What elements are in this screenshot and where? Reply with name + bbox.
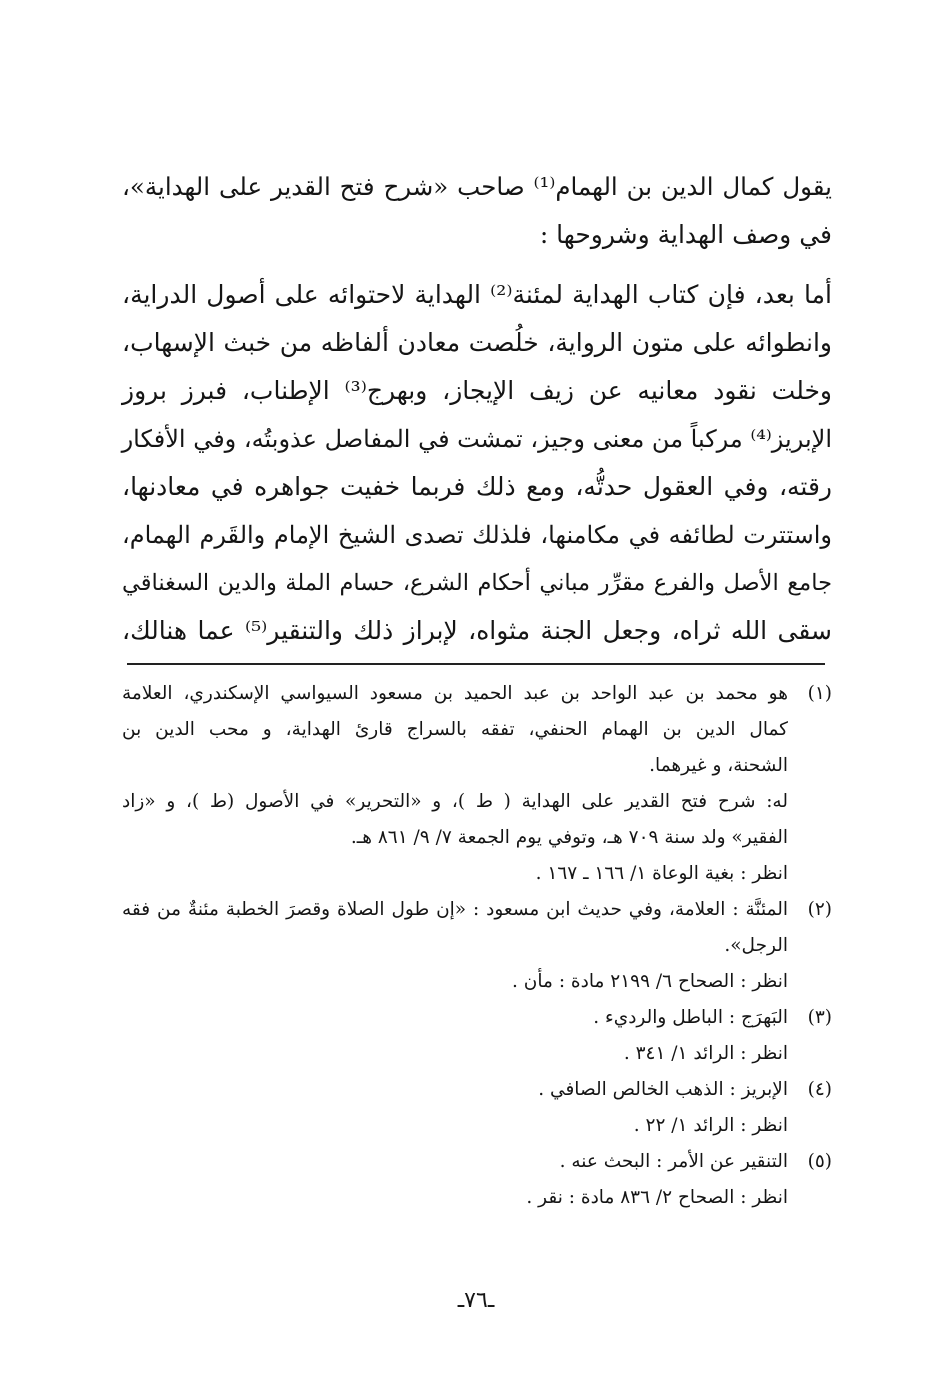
text-line: في وصف الهداية وشروحها :: [539, 220, 832, 249]
footnote-line: الرجل».: [724, 935, 788, 956]
footnote-4: [122, 1072, 832, 1144]
main-text: [122, 163, 832, 655]
text-line: أما بعد، فإن كتاب الهداية لمئنة⁽²⁾ الهداية لاحتوائه على أصول الدراية،: [122, 280, 832, 309]
footnote-line: هو محمد بن عبد الواحد بن عبد الحميد بن مسعود السيواسي الإسكندري، العلامة: [122, 683, 788, 704]
footnote-line: البَهرَج : الباطل والرديء .: [593, 1007, 788, 1028]
footnote-line: انظر : الصحاح ٢/ ٨٣٦ مادة : نقر .: [526, 1187, 788, 1208]
footnote-line: كمال الدين بن الهمام الحنفي، تفقه بالسراج قارئ الهداية، و محب الدين بن: [122, 719, 788, 740]
footnote-divider: [127, 663, 825, 665]
text-line: الإبريز⁽⁴⁾ مركباً من معنى وجيز، تمشت في المفاصل عذوبتُه، وفي الأفكار: [121, 425, 832, 453]
footnote-line: انظر : الرائد ١/ ٣٤١ .: [623, 1043, 788, 1064]
text-line: وانطوائه على متون الرواية، خلُصت معادن ألفاظه من خبث الإسهاب،: [122, 328, 832, 357]
text-line: رقته، وفي العقول حدتُّه، ومع ذلك فربما خفيت جواهره في معادنها،: [122, 472, 832, 501]
footnote-5: [122, 1144, 832, 1216]
footnote-line: التنقير عن الأمر : البحث عنه .: [559, 1151, 788, 1172]
text-line: واستترت لطائفه في مكامنها، فلذلك تصدى الشيخ الإمام والقَرم الهمام،: [122, 521, 832, 549]
footnote-3: [122, 1000, 832, 1072]
footnote-line: الإبريز : الذهب الخالص الصافي .: [538, 1079, 788, 1100]
footnote-number: (١): [807, 683, 832, 704]
footnote-line: انظر : الرائد ١/ ٢٢ .: [633, 1115, 788, 1136]
text-line: يقول كمال الدين بن الهمام⁽¹⁾ صاحب «شرح فتح القدير على الهداية»،: [122, 172, 832, 201]
text-line: وخلت نقود معانيه عن زيف الإيجاز، وبهرج⁽³⁾ الإطناب، فبرز بروز: [122, 376, 833, 405]
footnote-line: المئنَّة : العلامة، وفي حديث ابن مسعود : «إن طول الصلاة وقصرَ الخطبة مئنةٌ من فقه: [122, 899, 788, 920]
footnote-line: الفقير» ولد سنة ٧٠٩ هـ، وتوفي يوم الجمعة ٧/ ٩/ ٨٦١ هـ.: [350, 827, 788, 848]
footnote-number: (٥): [807, 1151, 832, 1172]
footnote-1: [122, 676, 832, 892]
footnote-number: (٤): [807, 1079, 832, 1100]
text-line: جامع الأصل والفرع مقرِّر مباني أحكام الشرع، حسام الملة والدين السغناقي: [122, 570, 832, 596]
footnote-line: له: شرح فتح القدير على الهداية ( ط )، و «التحرير» في الأصول (ط )، و «زاد: [122, 791, 788, 812]
footnote-number: (٢): [807, 899, 832, 920]
footnotes: [122, 676, 832, 1216]
footnote-2: [122, 892, 832, 1000]
footnote-line: انظر : بغية الوعاة ١/ ١٦٦ ـ ١٦٧ .: [535, 863, 788, 884]
text-line: سقى الله ثراه، وجعل الجنة مثواه، لإبراز ذلك والتنقير⁽⁵⁾ عما هنالك،: [122, 616, 832, 645]
footnote-line: انظر : الصحاح ٦/ ٢١٩٩ مادة : مأن .: [512, 971, 788, 992]
footnote-line: الشحنة، و غيرهما.: [649, 755, 788, 776]
footnote-number: (٣): [807, 1007, 832, 1028]
page-number: ـ٧٦ـ: [457, 1288, 495, 1313]
